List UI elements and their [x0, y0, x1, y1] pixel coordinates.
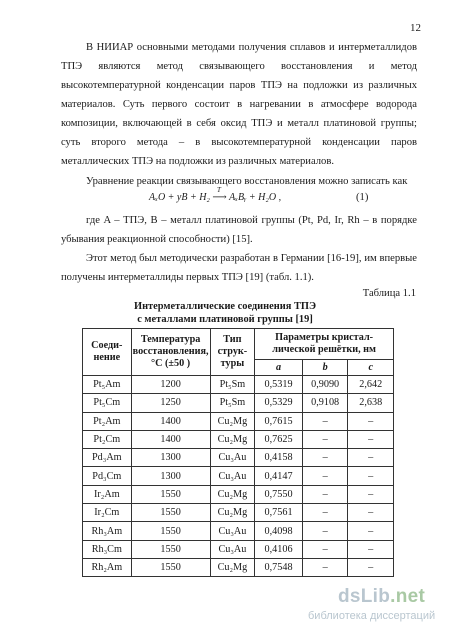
table-cell: – [348, 412, 394, 430]
table-cell: Pd₃Cm [83, 467, 132, 485]
reaction-equation [149, 186, 282, 203]
table-cell: 0,7561 [255, 504, 303, 522]
paragraph-germany: Этот метод был методически разработан в Германии [16-19], им впервые получены интерметаллиды первых ТПЭ [19] (табл. 1.1). [61, 253, 417, 283]
table-cell: 1550 [131, 558, 210, 576]
paragraph-methods: В НИИАР основными методами получения сплавов и интерметаллидов ТПЭ являются метод связывающего восстановления и метод высокотемпературной конденсации паров ТПЭ на подложки из различных материалов. Суть первого состоит в нагревании в атмосфере водорода композиции, включающей в себя оксид ТПЭ и металл платиновой группы; суть второго метода – в высокотемпературной конденсации паров металлических ТПЭ на подложки из различных материалов. [61, 42, 417, 167]
paragraph-definitions: где A – ТПЭ, B – металл платиновой группы (Pt, Pd, Ir, Rh – в порядке убывания реакционной способности) [15]. [61, 215, 417, 245]
table-cell: 1300 [131, 449, 210, 467]
table-cell: Pt₅Am [83, 376, 132, 394]
table-cell: Cu₃Au [210, 540, 255, 558]
watermark-logo-left: dsLib [338, 586, 391, 607]
watermark-logo [338, 586, 425, 608]
table-cell: 0,7550 [255, 485, 303, 503]
table-cell: – [348, 467, 394, 485]
table-cell: 1300 [131, 467, 210, 485]
table-cell: Cu₂Mg [210, 485, 255, 503]
table-cell: 0,5329 [255, 394, 303, 412]
table-cell: Ir₂Am [83, 485, 132, 503]
table-cell: 1550 [131, 522, 210, 540]
header-a: a [255, 360, 303, 376]
table-cell: – [348, 504, 394, 522]
table-cell: – [348, 449, 394, 467]
table-cell: 0,4106 [255, 540, 303, 558]
table-cell: Cu₃Au [210, 449, 255, 467]
table-label: Таблица 1.1 [362, 288, 416, 299]
table-row [83, 430, 394, 448]
table-cell: Ir₂Cm [83, 504, 132, 522]
table-title-line2: с металлами платиновой группы [19] [137, 314, 313, 325]
table-cell: Pd₃Am [83, 449, 132, 467]
table-row [83, 558, 394, 576]
table-cell: – [302, 540, 348, 558]
table-cell: 0,9090 [302, 376, 348, 394]
table-cell: 1250 [131, 394, 210, 412]
table-cell: Pt₂Am [83, 412, 132, 430]
table-cell: Pt₂Cm [83, 430, 132, 448]
table-cell: Cu₂Mg [210, 412, 255, 430]
table-cell: – [302, 504, 348, 522]
table-cell: 0,9108 [302, 394, 348, 412]
table-row [83, 412, 394, 430]
table-cell: – [302, 412, 348, 430]
equation-arrow-label: T [217, 186, 221, 194]
table-cell: – [348, 430, 394, 448]
header-c: c [348, 360, 394, 376]
table-title-line1: Интерметаллические соединения ТПЭ [133, 301, 317, 312]
table-cell: 0,4098 [255, 522, 303, 540]
table-title [100, 300, 350, 326]
table-row [83, 504, 394, 522]
table-cell: Rh₃Am [83, 522, 132, 540]
header-structure-type: Тип струк-туры [210, 329, 255, 376]
header-lattice-params: Параметры кристал-лической решётки, нм [255, 329, 394, 360]
table-cell: Rh₃Cm [83, 540, 132, 558]
table-cell: – [302, 430, 348, 448]
table-cell: 1550 [131, 485, 210, 503]
table-cell: Cu₂Mg [210, 504, 255, 522]
watermark [308, 586, 436, 622]
table-cell: Cu₂Mg [210, 430, 255, 448]
table-row [83, 540, 394, 558]
table-cell: – [302, 467, 348, 485]
table-cell: 1400 [131, 412, 210, 430]
table-row [83, 449, 394, 467]
paragraph-equation-intro: Уравнение реакции связывающего восстановления можно записать как [86, 176, 408, 187]
table-cell: 0,7625 [255, 430, 303, 448]
table-cell: – [302, 449, 348, 467]
table-cell: 2,638 [348, 394, 394, 412]
header-compound: Соеди-нение [83, 329, 132, 376]
table-row [83, 467, 394, 485]
table-cell: 1550 [131, 540, 210, 558]
table-cell: Cu₃Au [210, 467, 255, 485]
table-cell: – [348, 485, 394, 503]
table-cell: – [348, 558, 394, 576]
watermark-logo-right: .net [390, 586, 426, 607]
table-cell: – [348, 522, 394, 540]
table-cell: 1200 [131, 376, 210, 394]
table-row [83, 485, 394, 503]
table-cell: 0,7548 [255, 558, 303, 576]
table-row [83, 394, 394, 412]
intermetallics-table [82, 328, 394, 577]
header-b: b [302, 360, 348, 376]
table-row [83, 522, 394, 540]
header-temperature: Температура восстановления, °С (±50 ) [131, 329, 210, 376]
table-cell: 0,4158 [255, 449, 303, 467]
table-cell: Pt₅Sm [210, 376, 255, 394]
watermark-subtitle: библиотека диссертаций [308, 610, 436, 622]
table-cell: 0,7615 [255, 412, 303, 430]
table-cell: Cu₃Au [210, 522, 255, 540]
table-row [83, 376, 394, 394]
table-cell: 1550 [131, 504, 210, 522]
equation-number: (1) [356, 192, 369, 203]
table-cell: – [348, 540, 394, 558]
equation-formula: AₓO + yB + H₂ ⟶ AₓBᵧ + H₂O , [149, 192, 282, 203]
table-cell: Pt₅Sm [210, 394, 255, 412]
table-cell: 2,642 [348, 376, 394, 394]
table-cell: – [302, 485, 348, 503]
table-cell: 1400 [131, 430, 210, 448]
table-cell: 0,5319 [255, 376, 303, 394]
table-cell: – [302, 522, 348, 540]
table-cell: 0,4147 [255, 467, 303, 485]
table-cell: Rh₂Am [83, 558, 132, 576]
table-cell: Pt₅Cm [83, 394, 132, 412]
table-cell: Cu₂Mg [210, 558, 255, 576]
page-number: 12 [410, 22, 421, 34]
table-cell: – [302, 558, 348, 576]
